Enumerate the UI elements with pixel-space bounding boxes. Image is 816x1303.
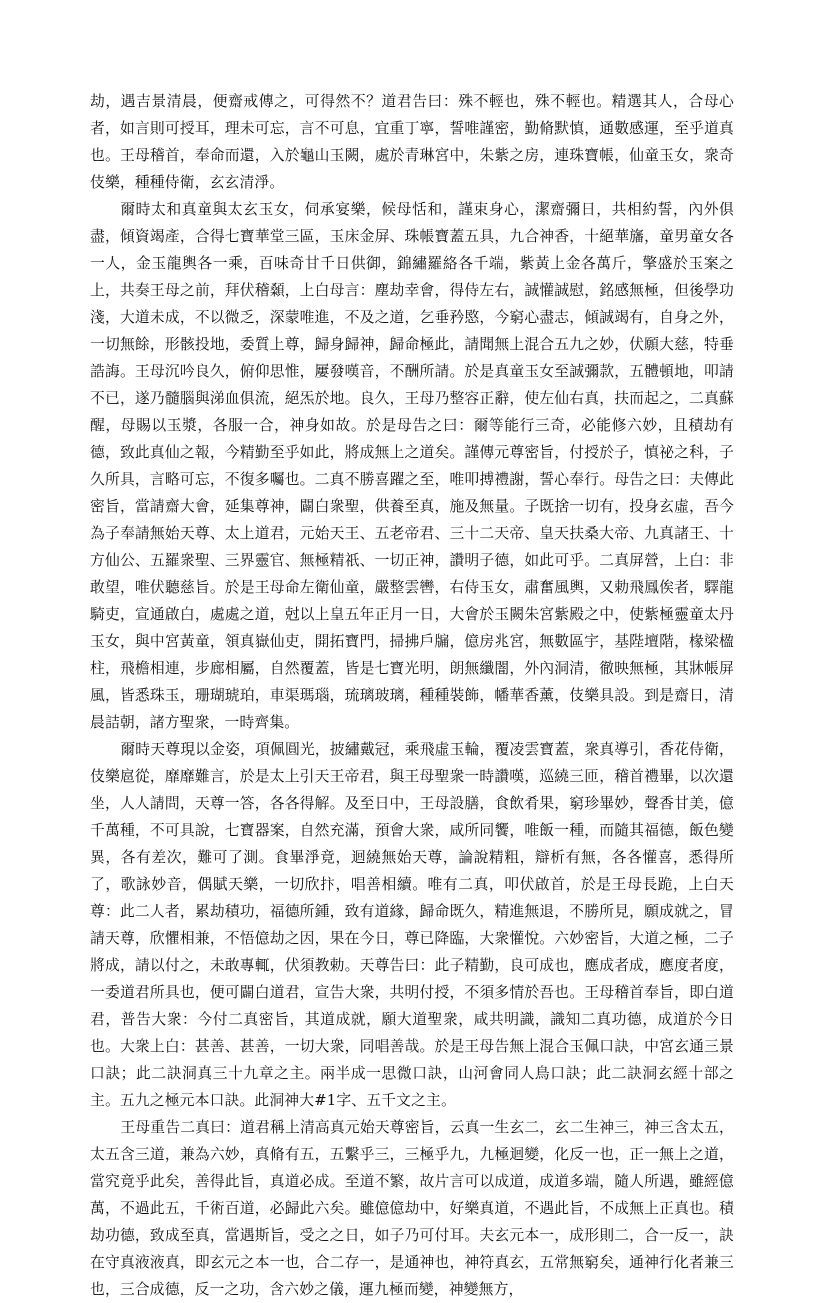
document-page [90, 88, 734, 1303]
paragraph-4: 王母重告二真曰：道君稱上清高真元始天尊密旨，云真一生玄二，玄二生神三，神三含太五，太五含三道，兼為六妙，真脩有五，五繫乎三，三極乎九，九極迴變，化反一也，正一無上之道，當究竟乎此矣，善得此旨，真道必成。至道不繁，故片言可以成道，成道多端，隨人所遇，雖經億萬，不過此五，千術百道，必歸此六矣。雖億億劫中，好樂真道，不遇此旨，不成無上正真也。積劫功德，致成至真，當遇斯旨，受之之日，如子乃可付耳。夫玄元本一，成形則二，合一反一，訣在守真液液真，即玄元之本一也，合二存一，是通神也，神符真玄，五常無窮矣，通神行化者兼三也，三合成德，反一之功，含六妙之儀，運九極而變，神變無方， [90, 1119, 734, 1298]
paragraph-1: 劫，遇吉景清晨，便齋戒傳之，可得然不？道君告曰：殊不輕也，殊不輕也。精選其人，合母心者，如言則可授耳，理未可忘，言不可息，宜重丁寧，誓唯謹密，勤脩默慎，通數感運，至乎道真也。王母稽首，奉命而還，入於龜山玉闕，處於青琳宮中，朱紫之房，連珠寶帳，仙童玉女，衆奇伎樂，種種侍衛，玄玄清淨。 [90, 93, 734, 191]
paragraph-3: 爾時天尊現以金姿，項佩圓光，披繡戴冠，乘飛虛玉輪，覆凌雲寶蓋，衆真導引，香花侍衛，伎樂扈從，靡靡難言，於是太上引天王帝君，與王母聖衆一時讚嘆，巡繞三匝，稽首禮畢，以次還坐，人人請問，天尊一答，各各得解。及至日中，王母設膳，食飲肴果，窮珍畢妙，聲香甘美，億千萬種，不可具說，七寶器案，自然充滿，預會大衆，咸所同饗，唯飯一種，而隨其福德，飯色變異，各有差次，難可了測。食畢淨竟，迴繞無始天尊，論說精粗，辯析有無，各各懽喜，悉得所了，歌詠妙音，偶賦天樂，一切欣抃，唱善相續。唯有二真，叩伏啟首，於是王母長跪，上白天尊：此二人者，累劫積功，福德所鍾，致有道緣，歸命既久，精進無退，不勝所見，願成就之，冒請天尊，欣懼相兼，不悟億劫之因，果在今日，尊已降臨，大衆懽悅。六妙密旨，大道之極，二子將成，請以付之，未敢專輒，伏須教勅。天尊告曰：此子精勤，良可成也，應成者成，應度者度，一委道君所具也，便可闢白道君，宣告大衆，共明付授，不須多情於吾也。王母稽首奉旨，即白道君，普告大衆：今付二真密旨，其道成就，願大道聖衆，咸共明識，識知二真功德，成道於今日也。大衆上白：甚善、甚善，一切大衆，同唱善哉。於是王母告無上混合玉佩口訣，中宮玄通三景口訣；此二訣洞真三十九章之主。兩半成一思微口訣，山河會同人鳥口訣；此二訣洞玄經十部之主。五九之極元本口訣。此洞神大#1字、五千文之主。 [90, 741, 734, 1109]
paragraph-2: 爾時太和真童與太玄玉女，伺承宴樂，候母恬和，謹束身心，潔齋彌日，共相約誓，內外俱盡，傾資竭產，合得七寶華堂三區，玉床金屏、珠帳寶蓋五具，九合神香，十絕華旛，童男童女各一人，金玉龍輿各一乘，百味奇甘千日供御，錦繡羅絡各千端，紫黃上金各萬斤，擎盛於玉案之上，共奏王母之前，拜伏稽顙，上白母言：塵劫幸會，得侍左右，誠懽誠慰，銘感無極，但後學功淺，大道未成，不以微乏，深蒙唯進，不及之道，乞垂矜愍，今窮心盡志，傾誠竭有，自身之外，一切無餘，形骸投地，委質上尊，歸身歸神，歸命極此，請聞無上混合五九之妙，伏願大慈，特垂誥誨。王母沉吟良久，俯仰思惟，屢發嘆音，不酬所請。於是真童玉女至誠彌款，五體頓地，叩請不已，遂乃髓腦與涕血俱流，絕炁於地。良久，王母乃整容正辭，使左仙右真，扶而起之，二真蘇醒，母賜以玉漿，各服一合，神身如故。於是母告之曰：爾等能行三奇，必能修六妙，且積劫有德，致此真仙之報，今精勤至乎如此，將成無上之道矣。謹傳元尊密旨，付授於子，慎祕之科，子久所具，言略可忘，不復多囑也。二真不勝喜躍之至，唯叩搏禮謝，誓心奉行。母告之曰：夫傳此密旨，當請齋大會，延集尊神，闢白衆聖，供養至真，施及無量。子既捨一切有，投身玄虛，吾今為子奉請無始天尊、太上道君，元始天王、五老帝君、三十二天帝、皇天扶桑大帝、九真諸王、十方仙公、五羅衆聖、三界靈官、無極精祇、一切正神，讚明子德，如此可乎。二真屏營，上白：非敢望，唯伏聽慈旨。於是王母命左衛仙童，嚴整雲轡，右侍玉女，肅奮風輿，又勅飛鳳俟者，驛龍騎吏，宣通啟白，處處之道，尅以上皇五年正月一日，大會於玉闕朱宮紫殿之中，使紫極靈童太丹玉女，與中宮黃童，領真嶽仙吏，開拓寶門，掃拂戶牖，億房兆宮，無數區宇，基陛壇階，椽梁楹柱，飛檐相連，步廊相屬，自然覆蓋，皆是七寶光明，朗無纖闇，外內洞清，徹映無極，其牀帳屏風，皆悉珠玉，珊瑚琥珀，車渠瑪瑙，琉璃玻璃，種種裝飾，幡華香薰，伎樂具設。到是齋日，清晨詰朝，諸方聖衆，一時齊集。 [90, 201, 734, 731]
